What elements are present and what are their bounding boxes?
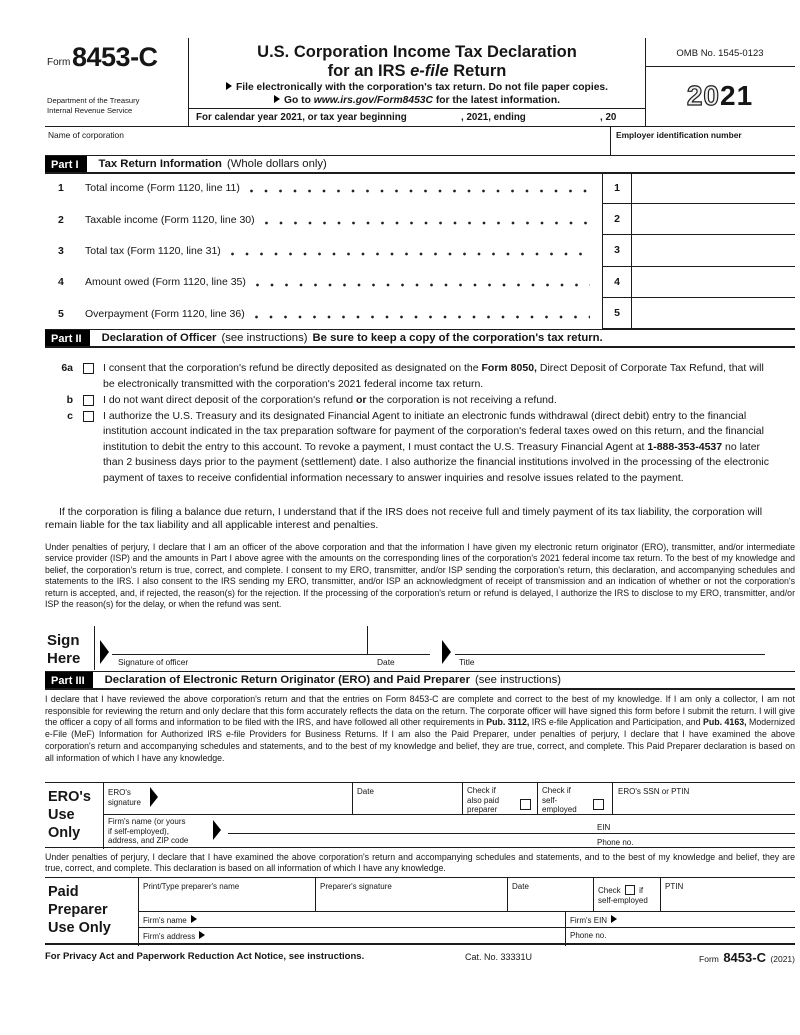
part2-subtitle: (see instructions): [221, 332, 308, 344]
part1-subtitle: (Whole dollars only): [226, 158, 327, 170]
calendar-year-end: , 20: [600, 112, 617, 123]
ero-firm-label: Firm's name (or yours: [108, 817, 186, 826]
divider-line: [565, 911, 566, 946]
calendar-year-line: For calendar year 2021, or tax year beginning: [196, 112, 407, 123]
checkbox-6c-electronic-withdrawal[interactable]: [83, 411, 94, 422]
catalog-number: Cat. No. 33331U: [465, 952, 533, 962]
ero-use-only-table: ERO's Use Only ERO's signature Date Check if also paid preparer Check if self- employed ERO's SSN or PTIN Firm's name (or yours if self-employed), address, and ZIP code EIN Phone no.: [45, 782, 795, 848]
part1-header: [45, 155, 795, 174]
amount-entry-field-1[interactable]: [632, 173, 795, 204]
line-label: Total tax (Form 1120, line 31): [85, 244, 221, 257]
ptin-label: PTIN: [665, 882, 684, 891]
ero-phone-label: Phone no.: [597, 838, 634, 847]
form-footer-id: Form 8453-C (2021): [699, 950, 795, 965]
amount-entry-field-4[interactable]: [632, 267, 795, 298]
preparer-date-field[interactable]: [512, 892, 587, 909]
ero-firm-name-line[interactable]: [228, 833, 795, 834]
checkbox-6a-direct-deposit[interactable]: [83, 363, 94, 374]
part1-row-taxable-income: 2 Taxable income (Form 1120, line 30) 2: [45, 204, 795, 235]
divider-line: [507, 878, 508, 911]
preparer-signature-field[interactable]: [320, 892, 500, 909]
part3-badge: Part III: [45, 672, 93, 688]
part1-badge: Part I: [45, 156, 87, 172]
firm-ein-arrow-icon: [611, 915, 617, 923]
form-number: 8453-C: [72, 42, 158, 72]
divider-line: [315, 878, 316, 911]
ero-ein-label: EIN: [597, 823, 611, 832]
privacy-act-notice: For Privacy Act and Paperwork Reduction Act Notice, see instructions.: [45, 951, 365, 962]
dot-leader: [250, 189, 590, 193]
part3-title: Declaration of Electronic Return Originator (ERO) and Paid Preparer: [104, 674, 470, 686]
divider-line: [138, 927, 795, 928]
ero-signature-arrow-icon: [150, 787, 158, 807]
right-arrow-icon: [274, 95, 280, 103]
officer-title-line[interactable]: [455, 654, 765, 655]
ein-label: Employer identification number: [616, 130, 742, 140]
ero-ssn-ptin-label: ERO's SSN or PTIN: [618, 787, 690, 796]
divider-line: [593, 878, 594, 911]
signature-arrow-icon: [100, 640, 109, 664]
sign-date-label: Date: [377, 657, 395, 667]
line-number-box: 5: [602, 298, 632, 329]
divider-line: [537, 783, 538, 814]
line-number-box: 2: [602, 204, 632, 235]
firm-ein-label: Firm's EIN: [570, 916, 608, 925]
irs-url: www.irs.gov/Form8453C: [313, 95, 433, 106]
divider-line: [188, 108, 645, 109]
title-arrow-icon: [442, 640, 451, 664]
dot-leader: [255, 315, 590, 319]
line-number-box: 4: [602, 267, 632, 298]
firm-name-field[interactable]: [225, 913, 560, 926]
checkbox-preparer-self-employed[interactable]: [625, 885, 635, 895]
omb-number: OMB No. 1545-0123: [676, 48, 764, 59]
divider-line: [103, 783, 104, 849]
dot-leader: [256, 283, 590, 287]
preparer-check-label: Check: [598, 886, 621, 895]
efile-instruction: File electronically with the corporation's tax return. Do not file paper copies.: [192, 82, 642, 93]
firm-name-arrow-icon: [191, 915, 197, 923]
corporation-name-label: Name of corporation: [48, 130, 124, 140]
right-arrow-icon: [226, 82, 232, 90]
ero-date-field[interactable]: [357, 796, 457, 812]
ero-big-label: ERO's: [48, 789, 91, 805]
officer-perjury-statement: Under penalties of perjury, I declare that I am an officer of the above corporation and that the information I have given my electronic return originator (ERO), transmitter, and/or intermediate service provider (ISP) and the amounts in Part I above agree with the amounts on the corresponding lines of the corporation's 2021 federal income tax return. To the best of my knowledge and belief, the corporation's return is true, correct, and complete. I consent to my ERO, transmitter, and/or ISP sending the corporation's return, this declaration, and accompanying schedules and statements to the IRS. I also consent to the IRS sending my ERO, transmitter, and/or ISP an acknowledgment of receipt of transmission and an indication of whether or not the corporation's return is accepted, and, if rejected, the reason(s) for the rejection. If the processing of the corporation's return or refund is delayed, I authorize the IRS to disclose to my ERO, transmitter, and/or ISP the reason(s) for the delay, or when the refund was sent.: [45, 542, 795, 610]
part1-row-overpayment: 5 Overpayment (Form 1120, line 36) 5: [45, 298, 795, 329]
amount-entry-field-3[interactable]: [632, 235, 795, 266]
part1-row-total-tax: 3 Total tax (Form 1120, line 31) 3: [45, 235, 795, 266]
firm-ein-field[interactable]: [635, 913, 790, 926]
preparer-name-label: Print/Type preparer's name: [143, 882, 240, 891]
corporation-name-field[interactable]: [46, 140, 606, 154]
signature-of-officer-label: Signature of officer: [118, 657, 189, 667]
dot-leader: [231, 252, 590, 256]
ero-signature-field[interactable]: [165, 791, 350, 813]
part2-subtitle-bold: Be sure to keep a copy of the corporation's tax return.: [312, 332, 603, 344]
divider-line: [367, 626, 368, 654]
firm-name-label: Firm's name: [143, 916, 187, 925]
checkbox-ero-self-employed[interactable]: [593, 799, 604, 810]
part2-title: Declaration of Officer: [101, 332, 217, 344]
check-also-paid-preparer-label: Check if: [467, 786, 496, 795]
ero-declaration-paragraph: I declare that I have reviewed the above corporation's return and that the entries on Form 8453-C are complete and correct to the best of my knowledge. If I am only a collector, I am not responsible for reviewing the return and only declare that this form accurately reflects the data on the return. The corporate officer will have signed this form before I submit the return. I will give the officer a copy of all forms and information to be filed with the IRS, and have followed all other requirements in Pub. 3112, IRS e-file Application and Participation, and Pub. 4163, Modernized e-File (MeF) Information for Authorized IRS e-file Providers for Business Returns. If I am also the Paid Preparer, under penalties of perjury, I declare that I have examined the above corporation's return and accompanying schedules and statements, and to the best of my knowledge and belief, they are true, correct, and complete. This Paid Preparer declaration is based on all information of which I have any knowledge.: [45, 694, 795, 763]
divider-line: [138, 878, 139, 946]
preparer-phone-label: Phone no.: [570, 931, 607, 940]
agency-name: Department of the Treasury Internal Revenue Service: [47, 96, 140, 115]
firm-address-arrow-icon: [199, 931, 205, 939]
website-instruction: Go to www.irs.gov/Form8453C for the latest information.: [192, 95, 642, 106]
divider-line: [462, 783, 463, 814]
checkbox-ero-also-paid-preparer[interactable]: [520, 799, 531, 810]
line-number-box: 3: [602, 235, 632, 266]
ero-firm-arrow-icon: [213, 820, 221, 840]
form-word: Form: [47, 57, 71, 68]
form-title: U.S. Corporation Income Tax Declaration for an IRS e-file Return: [257, 43, 577, 80]
firm-address-label: Firm's address: [143, 932, 196, 941]
preparer-phone-field[interactable]: [635, 929, 790, 942]
tax-year-beginning-field[interactable]: [400, 112, 458, 124]
officer-signature-line[interactable]: [112, 654, 430, 655]
line-label: Taxable income (Form 1120, line 30): [85, 213, 255, 226]
tax-year: 2021: [686, 80, 754, 111]
part3-subtitle: (see instructions): [474, 674, 561, 686]
divider-line: [352, 783, 353, 814]
divider-line: [94, 626, 95, 670]
part3-header: [45, 671, 795, 690]
firm-address-field[interactable]: [225, 929, 560, 942]
ero-date-label: Date: [357, 787, 374, 796]
preparer-name-field[interactable]: [143, 892, 308, 909]
divider-line: [612, 783, 613, 814]
check-self-employed-label: Check if: [542, 786, 571, 795]
divider-line: [610, 126, 611, 155]
line-label: Amount owed (Form 1120, line 35): [85, 276, 246, 289]
part1-title: Tax Return Information: [98, 158, 222, 170]
preparer-signature-label: Preparer's signature: [320, 882, 392, 891]
preparer-date-label: Date: [512, 882, 529, 891]
amount-entry-field-5[interactable]: [632, 298, 795, 329]
paid-preparer-table: Paid Preparer Use Only Print/Type preparer's name Preparer's signature Date Check if self-employed PTIN Firm's name Firm's EIN Firm's address Phone no.: [45, 877, 795, 945]
divider-line: [45, 126, 795, 127]
no-direct-deposit-item: b I do not want direct deposit of the corporation's refund or the corporation is not receiving a refund.: [66, 394, 557, 406]
part1-row-amount-owed: 4 Amount owed (Form 1120, line 35) 4: [45, 267, 795, 298]
dot-leader: [265, 221, 590, 225]
calendar-year-mid: , 2021, ending: [461, 112, 526, 123]
divider-line: [188, 38, 189, 126]
consent-direct-deposit-item: 6a I consent that the corporation's refund be directly deposited as designated on the Form 8050, Direct Deposit of Corporate Tax Refund, that will be electronically transmitted with the corporation's 2021 federal income tax return.: [61, 362, 764, 390]
preparer-perjury-statement: Under penalties of perjury, I declare that I have examined the above corporation's return and accompanying schedules and statements, and to the best of my knowledge and belief, they are true, correct, and complete. This declaration is based on all information of which I have any knowledge.: [45, 852, 795, 873]
ero-signature-label: ERO's: [108, 788, 131, 797]
authorize-withdrawal-item: c I authorize the U.S. Treasury and its designated Financial Agent to initiate an electronic funds withdrawal (direct debit) entry to the financial institution account indicated in the tax preparation software for payment of the corporation's federal taxes owed on this return, and the financial institution to debit the entry to this account. To revoke a payment, I must contact the U.S. Treasury Financial Agent at 1-888-353-4537 no later than 2 business days prior to the payment (settlement) date. I also authorize the financial institutions involved in the processing of the electronic payment of taxes to receive confidential information necessary to answer inquiries and resolve issues related to the payment.: [67, 409, 769, 484]
ero-ssn-ptin-field[interactable]: [618, 796, 788, 812]
divider-line: [103, 814, 795, 815]
sign-here-label: Sign Here: [47, 632, 81, 667]
paid-preparer-big-label: Paid: [48, 884, 79, 900]
part2-badge: Part II: [45, 330, 90, 346]
title-label: Title: [459, 657, 475, 667]
divider-line: [660, 878, 661, 911]
part2-header: [45, 329, 795, 348]
tax-year-ending-field[interactable]: [535, 112, 595, 124]
line-label: Overpayment (Form 1120, line 36): [85, 307, 245, 320]
part1-row-total-income: 1 Total income (Form 1120, line 11) 1: [45, 173, 795, 204]
divider-line: [138, 911, 795, 912]
divider-line: [645, 66, 795, 67]
ein-field[interactable]: [612, 140, 792, 154]
line-number-box: 1: [602, 173, 632, 204]
line-label: Total income (Form 1120, line 11): [85, 182, 240, 195]
ptin-field[interactable]: [665, 892, 790, 909]
balance-due-paragraph: If the corporation is filing a balance due return, I understand that if the IRS does not receive full and timely payment of its tax liability, the corporation will remain liable for the tax liability and all applicable interest and penalties.: [45, 506, 763, 532]
amount-entry-field-2[interactable]: [632, 204, 795, 235]
checkbox-6b-no-direct-deposit[interactable]: [83, 395, 94, 406]
